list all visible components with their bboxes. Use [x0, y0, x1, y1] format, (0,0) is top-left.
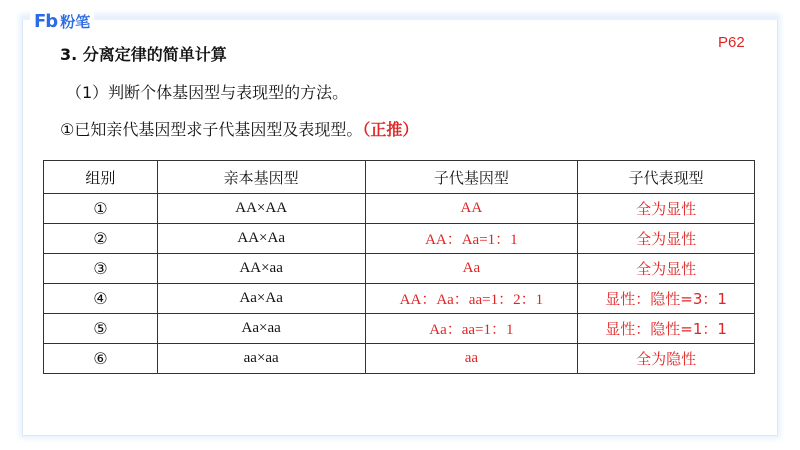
- logo-text: 粉笔: [60, 12, 91, 31]
- cell-offspring-genotype: Aa：aa=1：1: [365, 314, 578, 344]
- table-header-row: [44, 161, 755, 194]
- header-offspring-phenotype: 子代表现型: [578, 161, 755, 194]
- cell-offspring-phenotype: 全为显性: [578, 254, 755, 284]
- table-row: [44, 344, 755, 374]
- cell-parents: AA×Aa: [157, 224, 365, 254]
- cell-group: ②: [44, 224, 158, 254]
- cell-offspring-phenotype: 全为显性: [578, 224, 755, 254]
- cell-group: ④: [44, 284, 158, 314]
- table-row: [44, 314, 755, 344]
- method-emphasis: （正推）: [362, 120, 419, 139]
- slide-top-bar: [22, 16, 778, 20]
- cell-offspring-phenotype: 显性：隐性=1：1: [578, 314, 755, 344]
- cell-parents: Aa×Aa: [157, 284, 365, 314]
- header-parents: 亲本基因型: [157, 161, 365, 194]
- subheading: （1）判断个体基因型与表现型的方法。: [66, 83, 349, 102]
- brand-logo: [30, 10, 94, 32]
- genotype-table: [43, 160, 755, 374]
- table-row: [44, 194, 755, 224]
- method-line: [60, 117, 418, 140]
- cell-offspring-genotype: AA：Aa=1：1: [365, 224, 578, 254]
- cell-group: ⑤: [44, 314, 158, 344]
- cell-group: ①: [44, 194, 158, 224]
- cell-parents: aa×aa: [157, 344, 365, 374]
- cell-group: ③: [44, 254, 158, 284]
- section-heading: 3. 分离定律的简单计算: [60, 45, 227, 64]
- cell-offspring-phenotype: 显性：隐性=3：1: [578, 284, 755, 314]
- cell-offspring-genotype: AA: [365, 194, 578, 224]
- cell-group: ⑥: [44, 344, 158, 374]
- logo-mark-icon: Fb: [34, 10, 58, 32]
- table-row: [44, 284, 755, 314]
- page-number: P62: [718, 34, 745, 51]
- header-offspring-genotype: 子代基因型: [365, 161, 578, 194]
- cell-parents: AA×aa: [157, 254, 365, 284]
- cell-offspring-phenotype: 全为隐性: [578, 344, 755, 374]
- cell-offspring-phenotype: 全为显性: [578, 194, 755, 224]
- method-text: ①已知亲代基因型求子代基因型及表现型。: [60, 120, 363, 139]
- header-group: 组别: [44, 161, 158, 194]
- cell-offspring-genotype: AA：Aa：aa=1：2：1: [365, 284, 578, 314]
- cell-offspring-genotype: Aa: [365, 254, 578, 284]
- table-row: [44, 254, 755, 284]
- cell-offspring-genotype: aa: [365, 344, 578, 374]
- cell-parents: AA×AA: [157, 194, 365, 224]
- table-row: [44, 224, 755, 254]
- cell-parents: Aa×aa: [157, 314, 365, 344]
